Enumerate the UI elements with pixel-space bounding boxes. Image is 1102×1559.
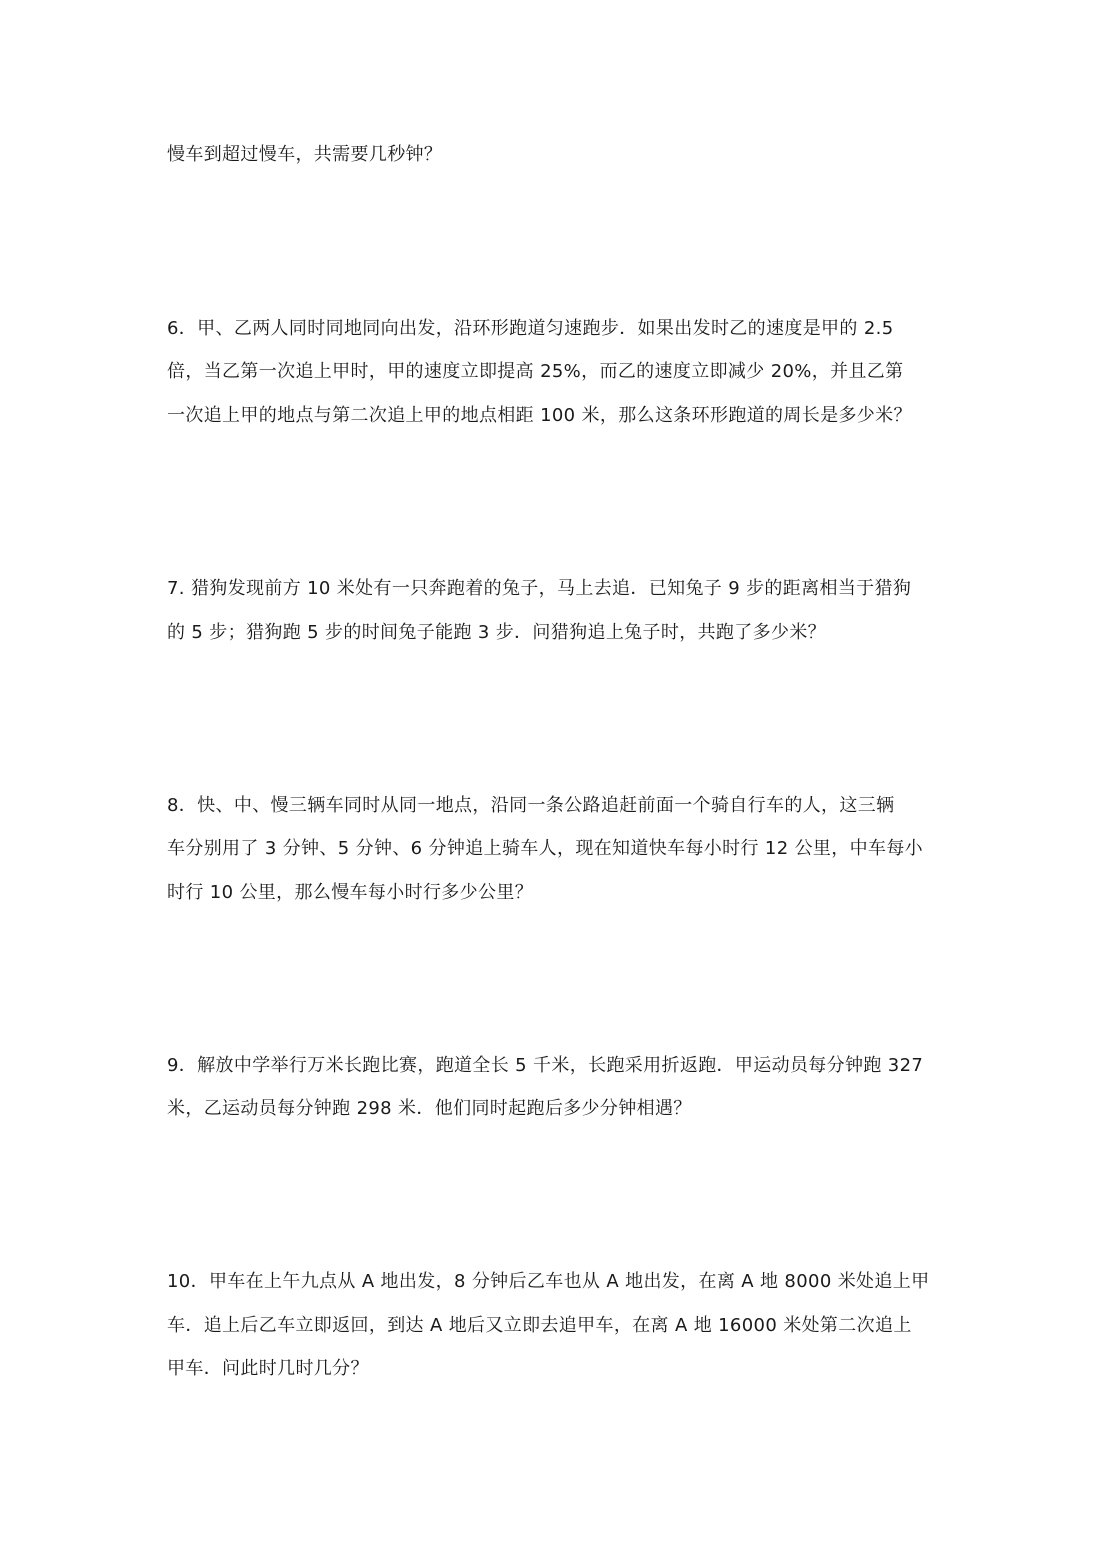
problem-7-line-2: 的 5 步；猎狗跑 5 步的时间兔子能跑 3 步．问猎狗追上兔子时，共跑了多少米？ [167,622,827,643]
problem-6-line-1: 6．甲、乙两人同时同地同向出发，沿环形跑道匀速跑步．如果出发时乙的速度是甲的 2.5 [167,318,894,339]
problem-8-line-3: 时行 10 公里，那么慢车每小时行多少公里？ [167,882,534,903]
problem-7-line-1: 7. 猎狗发现前方 10 米处有一只奔跑着的兔子，马上去追．已知兔子 9 步的距离相当于猎狗 [167,578,912,599]
problem-8-line-1: 8．快、中、慢三辆车同时从同一地点，沿同一条公路追赶前面一个骑自行车的人，这三辆 [167,795,895,816]
problem-9-line-2: 米，乙运动员每分钟跑 298 米．他们同时起跑后多少分钟相遇？ [167,1098,692,1119]
problem-9-line-1: 9．解放中学举行万米长跑比赛，跑道全长 5 千米，长跑采用折返跑．甲运动员每分钟跑 327 [167,1055,924,1076]
problem-10-line-1: 10．甲车在上午九点从 A 地出发，8 分钟后乙车也从 A 地出发，在离 A 地 8000 米处追上甲 [167,1271,930,1292]
problem-10-line-2: 车．追上后乙车立即返回，到达 A 地后又立即去追甲车，在离 A 地 16000 米处第二次追上 [167,1315,912,1336]
problem-6-line-3: 一次追上甲的地点与第二次追上甲的地点相距 100 米，那么这条环形跑道的周长是多少米？ [167,405,912,426]
problem-5-continuation-line-1: 慢车到超过慢车，共需要几秒钟？ [167,144,443,165]
problem-6-line-2: 倍，当乙第一次追上甲时，甲的速度立即提高 25%，而乙的速度立即减少 20%，并且乙第 [167,361,904,382]
problem-10-line-3: 甲车．问此时几时几分？ [167,1358,369,1379]
problem-8-line-2: 车分别用了 3 分钟、5 分钟、6 分钟追上骑车人，现在知道快车每小时行 12 公里，中车每小 [167,838,924,859]
